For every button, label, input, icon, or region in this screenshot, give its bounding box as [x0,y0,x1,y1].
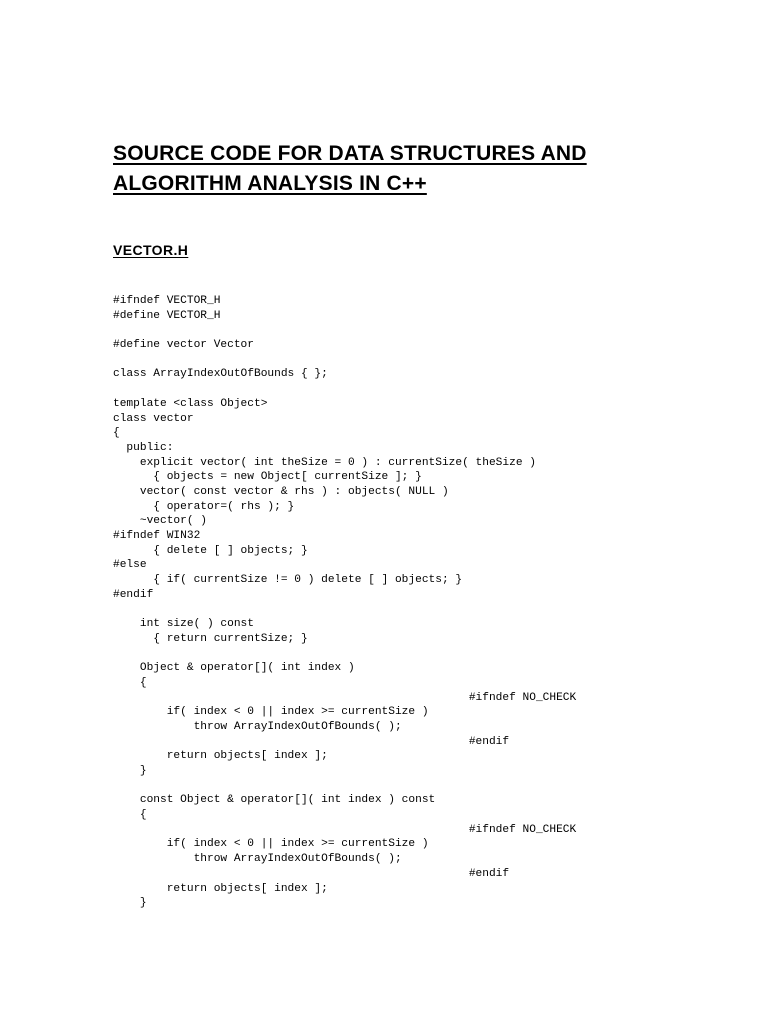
code-line: ~vector( ) [113,515,207,528]
code-line: throw ArrayIndexOutOfBounds( ); [113,720,402,733]
code-line: { [113,676,147,689]
code-line: return objects[ index ]; [113,750,328,763]
document-title [113,139,673,199]
code-line: int size( ) const [113,618,254,631]
code-line: template <class Object> [113,397,268,410]
code-line [113,602,753,617]
code-line: { if( currentSize != 0 ) delete [ ] objects; } [113,574,463,587]
code-line [113,647,753,662]
code-line: { [113,809,147,822]
code-line: vector( const vector & rhs ) : objects( NULL ) [113,485,449,498]
code-line [113,779,753,794]
code-line: if( index < 0 || index >= currentSize ) [113,838,429,851]
document-title-line-2: ALGORITHM ANALYSIS IN C++ [113,172,427,195]
code-line: { operator=( rhs ); } [113,500,295,513]
code-line: throw ArrayIndexOutOfBounds( ); [113,853,402,866]
code-line: class vector [113,412,194,425]
code-line: #endif [113,867,510,880]
code-line: #ifndef VECTOR_H [113,295,221,307]
code-line: #define VECTOR_H [113,309,221,322]
code-line: public: [113,441,174,454]
code-line: { delete [ ] objects; } [113,544,308,557]
code-line: Object & operator[]( int index ) [113,662,355,675]
code-line: #ifndef NO_CHECK [113,823,577,836]
code-line: #ifndef NO_CHECK [113,691,577,704]
code-line [113,323,753,338]
code-line: { return currentSize; } [113,632,308,645]
code-line: return objects[ index ]; [113,882,328,895]
code-line: #ifndef WIN32 [113,530,201,542]
code-line: const Object & operator[]( int index ) const [113,794,436,807]
code-line: { [113,427,120,440]
code-line: #endif [113,735,510,748]
code-line: #define vector Vector [113,339,254,352]
code-line: if( index < 0 || index >= currentSize ) [113,706,429,719]
document-title-line-1: SOURCE CODE FOR DATA STRUCTURES AND [113,142,587,165]
code-block [113,294,753,911]
code-line: #else [113,559,147,572]
code-line: { objects = new Object[ currentSize ]; } [113,471,422,484]
code-line: } [113,897,147,910]
code-line: explicit vector( int theSize = 0 ) : currentSize( theSize ) [113,456,536,469]
code-line [113,382,753,397]
code-line: } [113,765,147,777]
code-line [113,353,753,368]
section-heading-vector-h: VECTOR.H [113,242,189,258]
code-line: #endif [113,588,154,601]
code-line: class ArrayIndexOutOfBounds { }; [113,368,328,381]
